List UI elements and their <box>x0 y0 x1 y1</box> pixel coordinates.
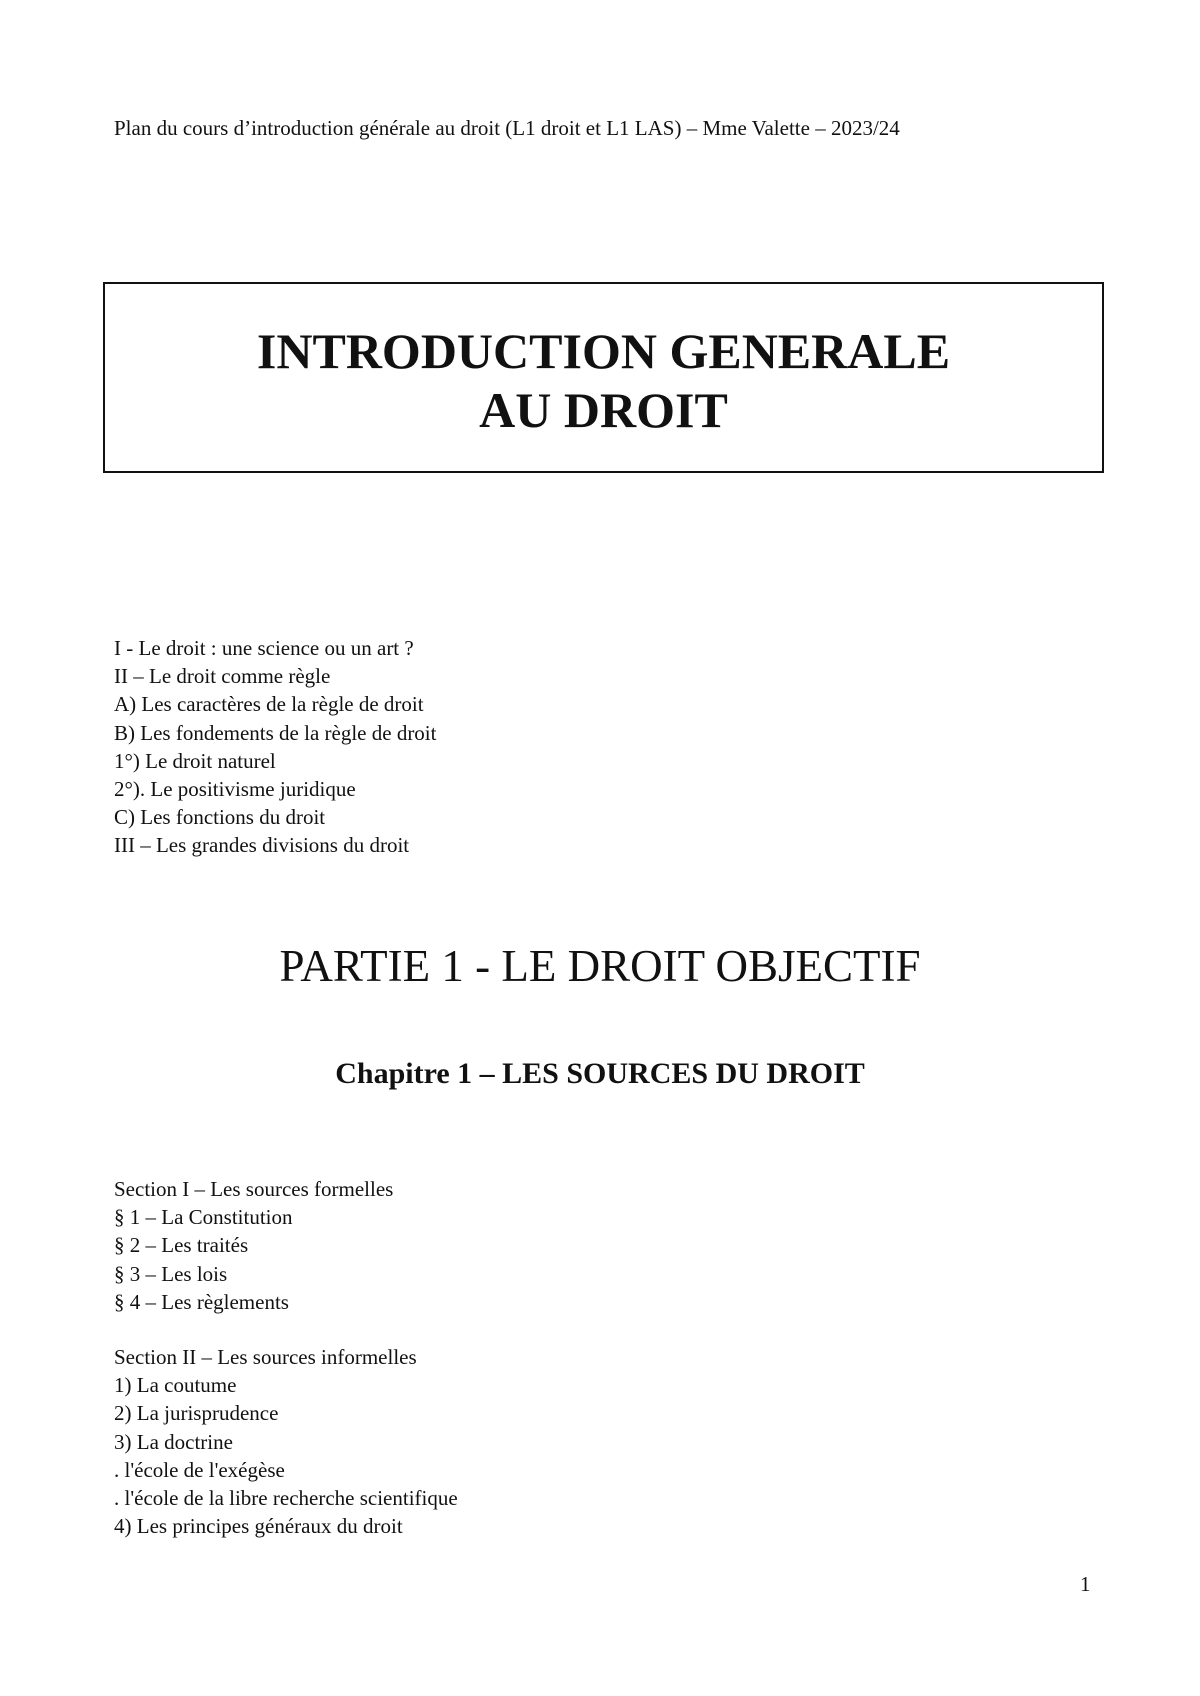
document-title-line-1: INTRODUCTION GENERALE <box>256 323 951 379</box>
outline-item: III – Les grandes divisions du droit <box>114 833 410 858</box>
outline-item: C) Les fonctions du droit <box>114 805 326 830</box>
page-number: 1 <box>1080 1572 1091 1596</box>
section-1-outline <box>114 1175 393 1316</box>
document-header: Plan du cours d’introduction générale au droit (L1 droit et L1 LAS) – Mme Valette – 2023/24 <box>114 116 900 140</box>
outline-item: § 2 – Les traités <box>114 1233 249 1258</box>
section-2-outline <box>114 1343 458 1540</box>
outline-item: § 4 – Les règlements <box>114 1289 289 1314</box>
outline-item: 3) La doctrine <box>114 1429 233 1454</box>
outline-item: 1°) Le droit naturel <box>114 748 276 773</box>
outline-item: 4) Les principes généraux du droit <box>114 1514 403 1539</box>
outline-item: 2°). Le positivisme juridique <box>114 776 356 801</box>
outline-item: . l'école de l'exégèse <box>114 1457 285 1482</box>
intro-outline <box>114 634 436 860</box>
outline-item: . l'école de la libre recherche scientifique <box>114 1485 458 1510</box>
partie-heading: PARTIE 1 - LE DROIT OBJECTIF <box>279 941 921 991</box>
outline-item: B) Les fondements de la règle de droit <box>114 720 437 745</box>
chapter-heading: Chapitre 1 – LES SOURCES DU DROIT <box>335 1057 865 1090</box>
outline-item: II – Le droit comme règle <box>114 664 331 689</box>
outline-item: § 3 – Les lois <box>114 1261 228 1286</box>
title-box <box>103 282 1104 473</box>
document-title-line-2: AU DROIT <box>479 382 728 438</box>
outline-item: § 1 – La Constitution <box>114 1205 293 1230</box>
outline-item: 2) La jurisprudence <box>114 1401 279 1426</box>
section-heading: Section I – Les sources formelles <box>114 1177 394 1201</box>
outline-item: 1) La coutume <box>114 1373 237 1398</box>
outline-item: A) Les caractères de la règle de droit <box>114 692 424 717</box>
outline-item: I - Le droit : une science ou un art ? <box>114 636 414 660</box>
section-heading: Section II – Les sources informelles <box>114 1345 417 1369</box>
